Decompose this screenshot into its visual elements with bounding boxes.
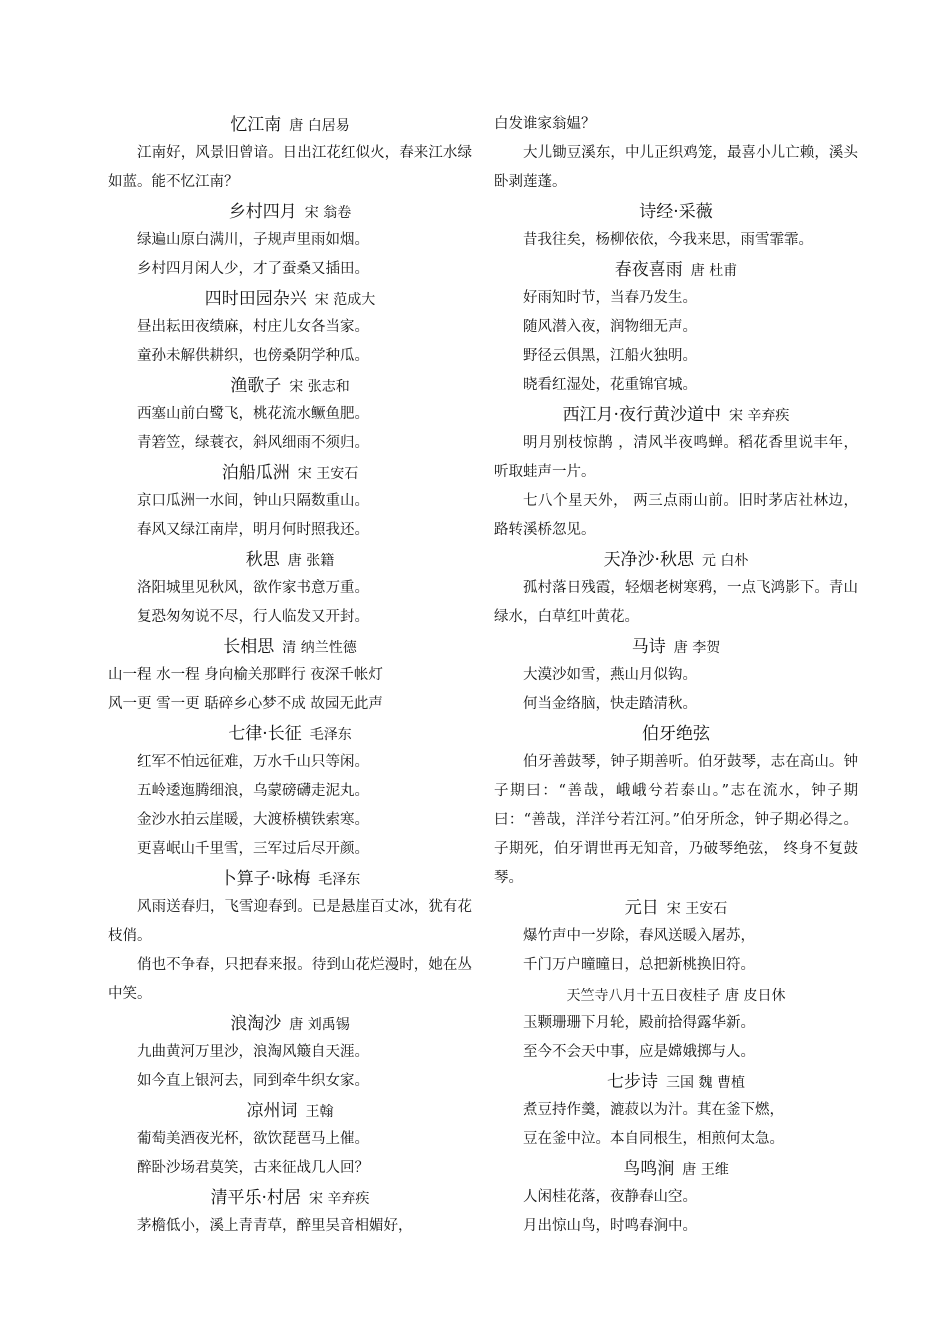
poem-title — [108, 632, 472, 661]
poem-paragraph: 千门万户曈曈日，总把新桃换旧符。 — [523, 957, 755, 973]
poem-paragraph: 月出惊山鸟，时鸣春涧中。 — [523, 1218, 697, 1234]
poem-paragraph: 七八个星天外， 两三点雨山前。旧时茅店社林边， 路转溪桥忽见。 — [494, 493, 858, 538]
poem-title — [494, 980, 858, 1009]
poem-paragraph: 野径云俱黑，江船火独明。 — [523, 348, 697, 364]
poem-name: 天净沙·秋思 — [603, 550, 694, 570]
poem-title — [494, 255, 858, 284]
poem-name: 渔歌子 — [230, 376, 282, 396]
poem-paragraph: 九曲黄河万里沙，浪淘风簸自天涯。 — [137, 1044, 369, 1060]
poem-title — [494, 545, 858, 574]
poem-author: 王翰 — [305, 1104, 334, 1120]
poem-paragraph: 孤村落日残霞，轻烟老树寒鸦，一点飞鸿影下。青山绿水，白草红叶黄花。 — [494, 580, 858, 625]
poem-title — [494, 1154, 858, 1183]
poem-paragraph: 伯牙善鼓琴，钟子期善听。伯牙鼓琴，志在高山。钟子期曰：“善哉，峨峨兮若泰山。”志在流水，钟子期曰：“善哉，洋洋兮若江河。”伯牙所念，钟子期必得之。子期死，伯牙谓世再无知音，乃破琴绝弦， 终身不复鼓琴。 — [494, 754, 858, 886]
poem-author: 唐 刘禹锡 — [289, 1017, 350, 1033]
poem-paragraph: 随风潜入夜，润物细无声。 — [523, 319, 697, 335]
poem-name: 乡村四月 — [228, 202, 297, 222]
poem-name: 伯牙绝弦 — [642, 724, 710, 744]
poem-author: 宋 辛弃疾 — [308, 1191, 370, 1207]
poem-author: 唐 张籍 — [287, 553, 335, 569]
poem-title — [108, 1096, 472, 1125]
poem-name: 马诗 — [631, 637, 666, 657]
poem-name: 清平乐·村居 — [210, 1188, 301, 1208]
poem-name: 七律·长征 — [228, 724, 302, 744]
poem-name: 长相思 — [223, 637, 275, 657]
poem-paragraph: 豆在釜中泣。本自同根生，相煎何太急。 — [523, 1131, 784, 1147]
poem-author: 宋 王安石 — [297, 466, 359, 482]
poem-author: 宋 辛弃疾 — [728, 408, 790, 424]
poem-title — [108, 458, 472, 487]
left-column — [108, 110, 472, 1241]
poem-paragraph: 玉颗珊珊下月轮，殿前拾得露华新。 — [523, 1015, 755, 1031]
poem-name: 秋思 — [245, 550, 280, 570]
poem-paragraph: 至今不会天中事，应是嫦娥掷与人。 — [523, 1044, 755, 1060]
poem-title — [494, 893, 858, 922]
poem-title — [108, 545, 472, 574]
poem-name: 泊船瓜洲 — [221, 463, 290, 483]
poem-author: 宋 王安石 — [666, 901, 728, 917]
poem-paragraph: 西塞山前白鹭飞，桃花流水鳜鱼肥。 — [137, 406, 369, 422]
poem-author: 天竺寺八月十五日夜桂子 唐 皮日休 — [566, 988, 786, 1004]
poem-title — [108, 284, 472, 313]
poem-author: 宋 张志和 — [289, 379, 350, 395]
poem-paragraph: 江南好，风景旧曾谙。日出江花红似火，春来江水绿如蓝。能不忆江南？ — [108, 145, 472, 190]
poem-author: 毛泽东 — [318, 872, 361, 888]
poem-paragraph: 春风又绿江南岸，明月何时照我还。 — [137, 522, 369, 538]
poem-title — [494, 719, 858, 748]
poem-paragraph: 大漠沙如雪，燕山月似钩。 — [523, 667, 697, 683]
poem-name: 元日 — [624, 898, 659, 918]
poem-paragraph: 洛阳城里见秋风，欲作家书意万重。 — [137, 580, 369, 596]
poem-title — [494, 400, 858, 429]
poem-author: 元 白朴 — [701, 553, 749, 569]
poem-title — [494, 632, 858, 661]
poem-paragraph: 红军不怕远征难，万水千山只等闲。 — [137, 754, 369, 770]
poem-name: 忆江南 — [230, 115, 282, 135]
poem-paragraph: 风雨送春归，飞雪迎春到。已是悬崖百丈冰，犹有花枝俏。 — [108, 899, 472, 944]
poem-author: 唐 杜甫 — [690, 263, 738, 279]
poem-author: 三国 魏 曹植 — [666, 1075, 745, 1091]
poem-paragraph: 大儿锄豆溪东，中儿正织鸡笼，最喜小儿亡赖，溪头卧剥莲蓬。 — [494, 145, 858, 190]
poem-title — [494, 1067, 858, 1096]
poem-line: 山一程 水一程 身向榆关那畔行 夜深千帐灯 — [108, 667, 383, 683]
poem-line: 白发谁家翁媪？ — [494, 116, 596, 132]
poem-title — [108, 371, 472, 400]
poem-author: 唐 王维 — [682, 1162, 729, 1178]
poem-author: 唐 李贺 — [673, 640, 721, 656]
poem-paragraph: 绿遍山原白满川，子规声里雨如烟。 — [137, 232, 369, 248]
poem-name: 卜算子·咏梅 — [219, 869, 311, 889]
poem-line: 风一更 雪一更 聒碎乡心梦不成 故园无此声 — [108, 696, 383, 712]
poem-title — [108, 1009, 472, 1038]
poem-paragraph: 何当金络脑，快走踏清秋。 — [523, 696, 697, 712]
poem-paragraph: 晓看红湿处，花重锦官城。 — [523, 377, 697, 393]
poem-title — [108, 719, 472, 748]
poem-paragraph: 京口瓜洲一水间，钟山只隔数重山。 — [137, 493, 369, 509]
poem-title — [494, 197, 858, 226]
poem-paragraph: 明月别枝惊鹊 ，清风半夜鸣蝉。稻花香里说丰年，听取蛙声一片。 — [494, 435, 858, 480]
poem-paragraph: 爆竹声中一岁除，春风送暖入屠苏， — [523, 928, 755, 944]
poem-paragraph: 葡萄美酒夜光杯，欲饮琵琶马上催。 — [137, 1131, 369, 1147]
poem-paragraph: 煮豆持作羹，漉菽以为汁。萁在釜下燃， — [523, 1102, 784, 1118]
poem-author: 毛泽东 — [309, 727, 352, 743]
poem-name: 浪淘沙 — [230, 1014, 282, 1034]
poem-paragraph: 醉卧沙场君莫笑，古来征战几人回？ — [137, 1160, 369, 1176]
poem-title — [108, 864, 472, 893]
poem-paragraph: 童孙未解供耕织，也傍桑阴学种瓜。 — [137, 348, 369, 364]
poem-title — [108, 1183, 472, 1212]
poem-paragraph: 昼出耘田夜绩麻，村庄儿女各当家。 — [137, 319, 369, 335]
poem-paragraph: 人闲桂花落，夜静春山空。 — [523, 1189, 697, 1205]
right-column — [494, 110, 858, 1241]
poem-paragraph: 好雨知时节，当春乃发生。 — [523, 290, 697, 306]
poem-name: 凉州词 — [246, 1101, 298, 1121]
poem-author: 清 纳兰性德 — [282, 640, 357, 656]
poem-paragraph: 青箬笠，绿蓑衣，斜风细雨不须归。 — [137, 435, 369, 451]
poem-name: 西江月·夜行黄沙道中 — [562, 405, 721, 425]
poem-title — [108, 110, 472, 139]
poem-author: 唐 白居易 — [289, 118, 350, 134]
poem-name: 诗经·采薇 — [639, 202, 713, 222]
poem-paragraph: 更喜岷山千里雪，三军过后尽开颜。 — [137, 841, 369, 857]
poem-name: 鸟鸣涧 — [623, 1159, 675, 1179]
poem-title — [108, 197, 472, 226]
poem-paragraph: 五岭逶迤腾细浪，乌蒙磅礴走泥丸。 — [137, 783, 369, 799]
poem-paragraph: 复恐匆匆说不尽，行人临发又开封。 — [137, 609, 369, 625]
poem-paragraph: 金沙水拍云崖暖，大渡桥横铁索寒。 — [137, 812, 369, 828]
poem-paragraph: 俏也不争春，只把春来报。待到山花烂漫时，她在丛中笑。 — [108, 957, 472, 1002]
poem-author: 宋 范成大 — [314, 292, 376, 308]
poem-name: 七步诗 — [607, 1072, 659, 1092]
poem-paragraph: 茅檐低小，溪上青青草，醉里吴音相媚好， — [137, 1218, 413, 1234]
poem-paragraph: 乡村四月闲人少，才了蚕桑又插田。 — [137, 261, 369, 277]
poem-name: 春夜喜雨 — [614, 260, 683, 280]
poem-author: 宋 翁卷 — [304, 205, 352, 221]
poem-paragraph: 如今直上银河去，同到牵牛织女家。 — [137, 1073, 369, 1089]
poem-paragraph: 昔我往矣，杨柳依依，今我来思，雨雪霏霏。 — [523, 232, 813, 248]
poem-name: 四时田园杂兴 — [204, 289, 307, 309]
